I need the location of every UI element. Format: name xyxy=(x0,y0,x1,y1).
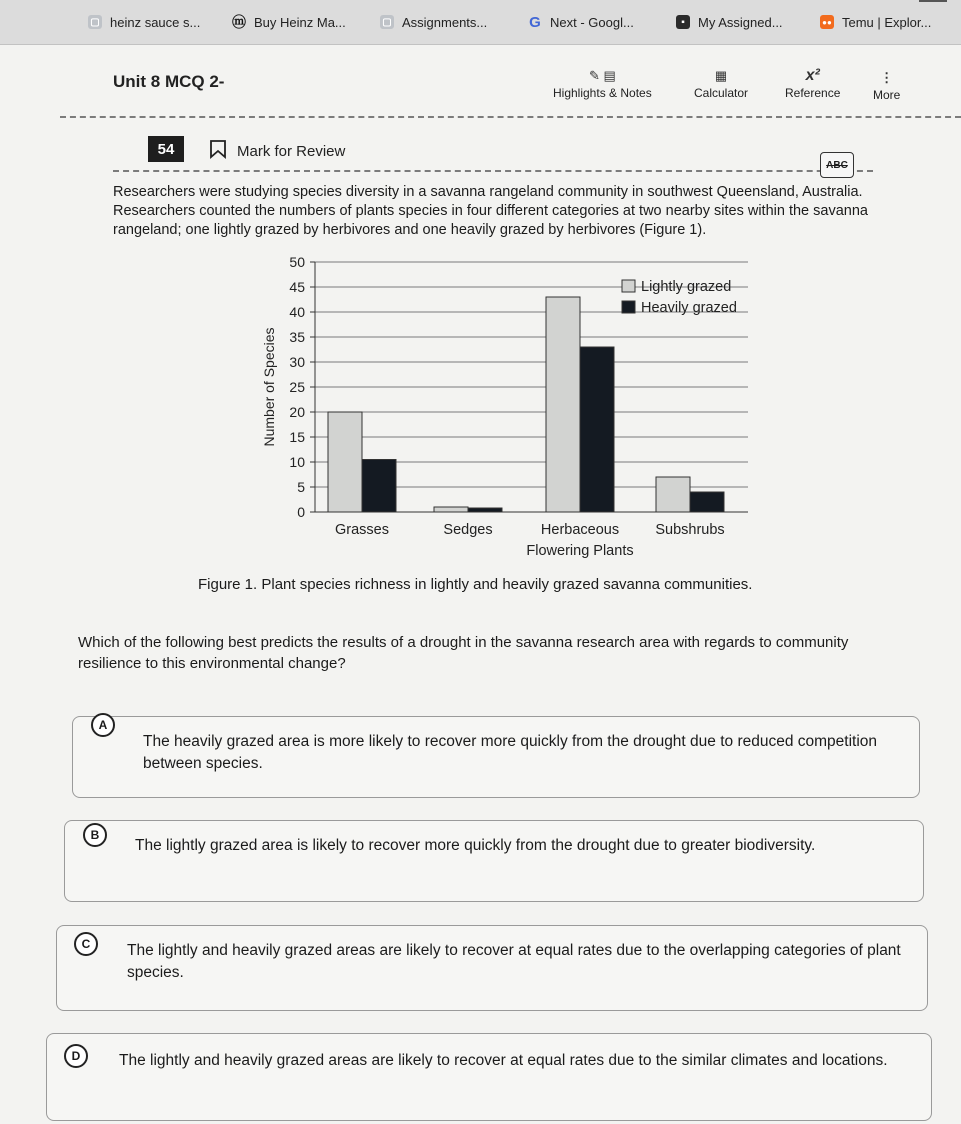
species-bar-chart xyxy=(250,250,760,570)
page-title: Unit 8 MCQ 2- xyxy=(113,72,225,91)
app-header xyxy=(0,44,961,116)
tab-my-assigned[interactable] xyxy=(676,6,783,38)
more-button[interactable] xyxy=(873,68,900,102)
x-category-label: Sedges xyxy=(443,522,493,538)
legend-label: Heavily grazed xyxy=(641,300,737,316)
option-letter: A xyxy=(91,713,115,737)
y-tick-label: 40 xyxy=(289,304,305,320)
y-tick-label: 15 xyxy=(289,429,305,445)
option-letter: D xyxy=(64,1044,88,1068)
abc-icon: ABC xyxy=(826,159,848,171)
more-vertical-icon: ⋮ xyxy=(880,70,894,85)
y-axis-title: Number of Species xyxy=(261,327,277,447)
y-tick-label: 45 xyxy=(289,279,305,295)
meta-divider xyxy=(113,170,873,172)
y-tick-label: 25 xyxy=(289,379,305,395)
y-tick-label: 10 xyxy=(289,454,305,470)
x-category-label: Herbaceous xyxy=(540,522,620,538)
bar-lightly-grazed xyxy=(546,297,580,512)
answer-option-c[interactable] xyxy=(56,925,928,1011)
answer-option-a[interactable] xyxy=(72,716,920,798)
question-prompt: Which of the following best predicts the results of a drought in the savanna research area with regards to community resilience to this environmental change? xyxy=(78,634,849,672)
tab-heinz-sauce[interactable] xyxy=(88,6,200,38)
tab-label: My Assigned... xyxy=(698,14,783,30)
browser-tab-bar xyxy=(0,0,961,45)
y-tick-label: 5 xyxy=(297,479,305,495)
m-logo-icon: ⓜ xyxy=(232,14,246,30)
bar-lightly-grazed xyxy=(434,507,468,512)
highlights-notes-button[interactable] xyxy=(553,66,652,100)
tab-label: heinz sauce s... xyxy=(110,14,201,30)
tab-label: Temu | Explor... xyxy=(842,14,932,30)
tab-next-google[interactable] xyxy=(528,6,634,38)
option-text: The lightly and heavily grazed areas are likely to recover at equal rates due to the similar climates and locations. xyxy=(119,1052,888,1069)
tab-label: Buy Heinz Ma... xyxy=(254,14,346,30)
bar-heavily-grazed xyxy=(468,508,502,512)
option-text: The lightly grazed area is likely to recover more quickly from the drought due to greater biodiversity. xyxy=(135,837,816,854)
header-divider xyxy=(60,116,961,118)
reference-label: Reference xyxy=(785,86,841,100)
calculator-label: Calculator xyxy=(694,86,749,100)
tab-temu[interactable] xyxy=(820,6,931,38)
figure-caption: Figure 1. Plant species richness in lightly and heavily grazed savanna communities. xyxy=(198,576,753,593)
bar-heavily-grazed xyxy=(690,492,724,512)
page-icon: ▢ xyxy=(88,15,102,29)
y-tick-label: 0 xyxy=(297,504,305,520)
option-text: The heavily grazed area is more likely to recover more quickly from the drought due to reduced competition between species. xyxy=(143,733,878,772)
y-tick-label: 35 xyxy=(289,329,305,345)
bar-heavily-grazed xyxy=(580,347,614,512)
option-letter: B xyxy=(83,823,107,847)
formula-icon: x² xyxy=(805,67,820,84)
y-tick-label: 30 xyxy=(289,354,305,370)
more-label: More xyxy=(873,88,901,102)
bar-lightly-grazed xyxy=(656,477,690,512)
bar-lightly-grazed xyxy=(328,412,362,512)
bookmark-icon[interactable] xyxy=(208,139,228,159)
answer-option-d[interactable] xyxy=(46,1033,932,1121)
tab-buy-heinz[interactable] xyxy=(232,6,346,38)
option-letter: C xyxy=(74,932,98,956)
tab-label: Assignments... xyxy=(402,14,488,30)
y-tick-label: 20 xyxy=(289,404,305,420)
highlights-label: Highlights & Notes xyxy=(553,86,652,100)
google-icon: G xyxy=(529,13,541,31)
legend-label: Lightly grazed xyxy=(641,279,732,295)
temu-icon: ●● xyxy=(820,15,834,29)
page-icon: ▢ xyxy=(380,15,394,29)
mark-for-review-button[interactable]: Mark for Review xyxy=(237,143,346,160)
answer-eliminator-button[interactable] xyxy=(820,152,854,178)
calculator-button[interactable] xyxy=(694,66,748,100)
tab-assignments[interactable] xyxy=(380,6,487,38)
x-category-label: Subshrubs xyxy=(655,522,725,538)
y-tick-label: 50 xyxy=(289,254,305,270)
calculator-icon: ▦ xyxy=(714,68,728,83)
page-icon: ▪ xyxy=(676,15,690,29)
question-number: 54 xyxy=(148,136,184,162)
question-stem: Researchers were studying species diversity in a savanna rangeland community in southwest Queensland, Australia. Researchers counted the numbers of plants species in four different categories at two nearby sites within the savanna rangeland; one lightly grazed by herbivores and one heavily grazed by herbivores (Figure 1). xyxy=(113,184,868,238)
option-text: The lightly and heavily grazed areas are likely to recover at equal rates due to the overlapping categories of plant species. xyxy=(127,942,901,981)
x-category-label: Flowering Plants xyxy=(526,543,634,559)
legend-swatch xyxy=(622,280,635,292)
highlighter-notes-icon: ✎ ▤ xyxy=(588,68,616,83)
tab-label: Next - Googl... xyxy=(550,14,634,30)
x-category-label: Grasses xyxy=(335,522,389,538)
minimize-button[interactable] xyxy=(919,0,947,4)
bar-heavily-grazed xyxy=(362,460,396,513)
answer-option-b[interactable] xyxy=(64,820,924,902)
legend-swatch xyxy=(622,301,635,313)
reference-button[interactable] xyxy=(785,66,840,100)
